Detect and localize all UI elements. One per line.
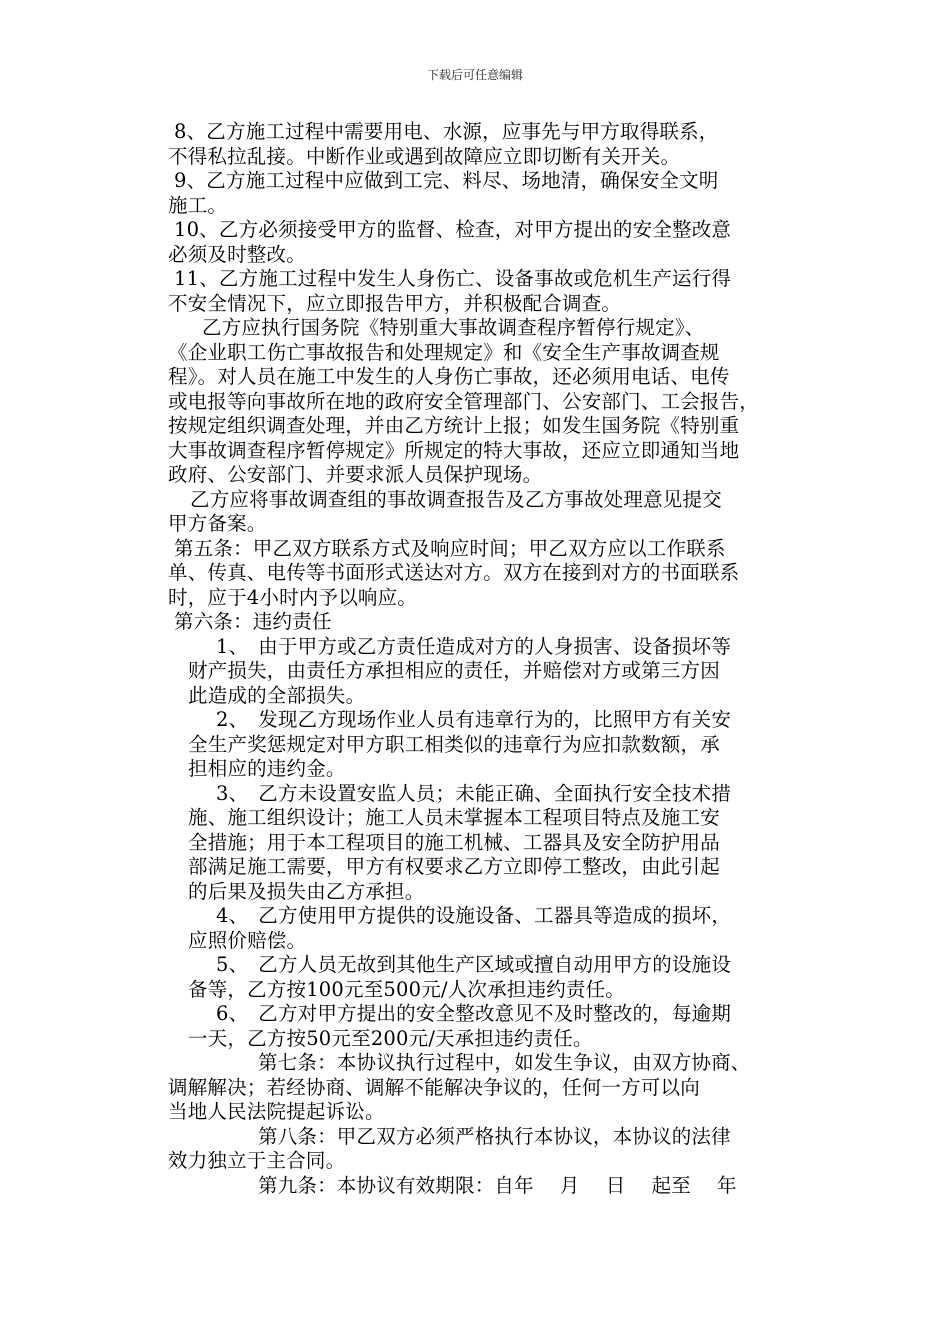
text-line: 部满足施工需要，甲方有权要求乙方立即停工整改，由此引起 xyxy=(188,855,720,878)
text-line: 第八条：甲乙双方必须严格执行本协议，本协议的法律 xyxy=(258,1124,731,1148)
text-line: 大事故调查程序暂停规定》所规定的特大事故，还应立即通知当地 xyxy=(168,438,740,462)
text-line: 程》。对人员在施工中发生的人身伤亡事故，还必须用电话、电传 xyxy=(168,365,730,388)
text-line: 第九条：本协议有效期限：自年 月 日 起至 年 xyxy=(258,1173,737,1197)
text-line: 6、 乙方对甲方提出的安全整改意见不及时整改的，每逾期 xyxy=(216,1002,732,1025)
text-line: 按规定组织调查处理，并由乙方统计上报；如发生国务院《特别重 xyxy=(168,414,740,437)
text-line: 政府、公安部门、并要求派人员保护现场。 xyxy=(168,463,543,486)
text-line: 8、乙方施工过程中需要用电、水源，应事先与甲方取得联系， xyxy=(174,120,719,143)
text-line: 效力独立于主合同。 xyxy=(168,1149,346,1172)
text-line: 必须及时整改。 xyxy=(168,242,306,266)
text-line: 时，应于4小时内予以响应。 xyxy=(168,585,418,609)
text-line: 3、 乙方未设置安监人员；未能正确、全面执行安全技术措 xyxy=(216,781,732,805)
text-line: 此造成的全部损失。 xyxy=(188,683,366,707)
text-line: 全措施；用于本工程项目的施工机械、工器具及安全防护用品 xyxy=(188,830,720,854)
text-line: 9、乙方施工过程中应做到工完、料尽、场地清，确保安全文明 xyxy=(174,169,719,192)
text-line: 乙方应执行国务院《特别重大事故调查程序暂停行规定》、 xyxy=(202,316,705,339)
text-line: 担相应的违约金。 xyxy=(188,757,346,780)
text-line: 5、 乙方人员无故到其他生产区域或擅自动用甲方的设施设 xyxy=(216,953,732,976)
text-line: 的后果及损失由乙方承担。 xyxy=(188,879,425,903)
text-line: 应照价赔偿。 xyxy=(188,928,307,952)
text-line: 4、 乙方使用甲方提供的设施设备、工器具等造成的损坏， xyxy=(216,904,732,927)
text-line: 施、施工组织设计；施工人员未掌握本工程项目特点及施工安 xyxy=(188,806,720,829)
text-line: 不得私拉乱接。中断作业或遇到故障应立即切断有关开关。 xyxy=(168,144,681,168)
text-line: 第五条：甲乙双方联系方式及响应时间；甲乙双方应以工作联系 xyxy=(174,536,726,560)
text-line: 第六条：违约责任 xyxy=(174,610,332,633)
text-line: 10、乙方必须接受甲方的监督、检查，对甲方提出的安全整改意 xyxy=(174,218,732,241)
text-line: 调解解决；若经协商、调解不能解决争议的，任何一方可以向 xyxy=(168,1075,700,1099)
text-line: 《企业职工伤亡事故报告和处理规定》和《安全生产事故调查规 xyxy=(168,340,720,364)
text-line: 备等，乙方按100元至500元/人次承担违约责任。 xyxy=(188,977,626,1001)
document-body xyxy=(168,120,808,1198)
text-line: 1、 由于甲方或乙方责任造成对方的人身损害、设备损坏等 xyxy=(216,634,732,658)
text-line: 施工。 xyxy=(168,193,228,217)
text-line: 财产损失，由责任方承担相应的责任，并赔偿对方或第三方因 xyxy=(188,659,720,682)
text-line: 2、 发现乙方现场作业人员有违章行为的，比照甲方有关安 xyxy=(216,708,732,731)
text-line: 或电报等向事故所在地的政府安全管理部门、公安部门、工会报告， xyxy=(168,389,760,413)
text-line: 一天，乙方按50元至200元/天承担违约责任。 xyxy=(188,1026,593,1050)
text-line: 不安全情况下，应立即报告甲方，并积极配合调查。 xyxy=(168,291,622,315)
text-line: 甲方备案。 xyxy=(168,512,267,535)
text-line: 当地人民法院提起诉讼。 xyxy=(168,1100,385,1123)
text-line: 乙方应将事故调查组的事故调查报告及乙方事故处理意见提交 xyxy=(190,487,722,511)
text-line: 全生产奖惩规定对甲方职工相类似的违章行为应扣款数额，承 xyxy=(188,732,720,756)
text-line: 11、乙方施工过程中发生人身伤亡、设备事故或危机生产运行得 xyxy=(174,267,732,290)
text-line: 单、传真、电传等书面形式送达对方。双方在接到对方的书面联系 xyxy=(168,561,740,584)
page-header-note: 下载后可任意编辑 xyxy=(426,68,523,82)
text-line: 第七条：本协议执行过程中，如发生争议，由双方协商、 xyxy=(258,1051,751,1074)
